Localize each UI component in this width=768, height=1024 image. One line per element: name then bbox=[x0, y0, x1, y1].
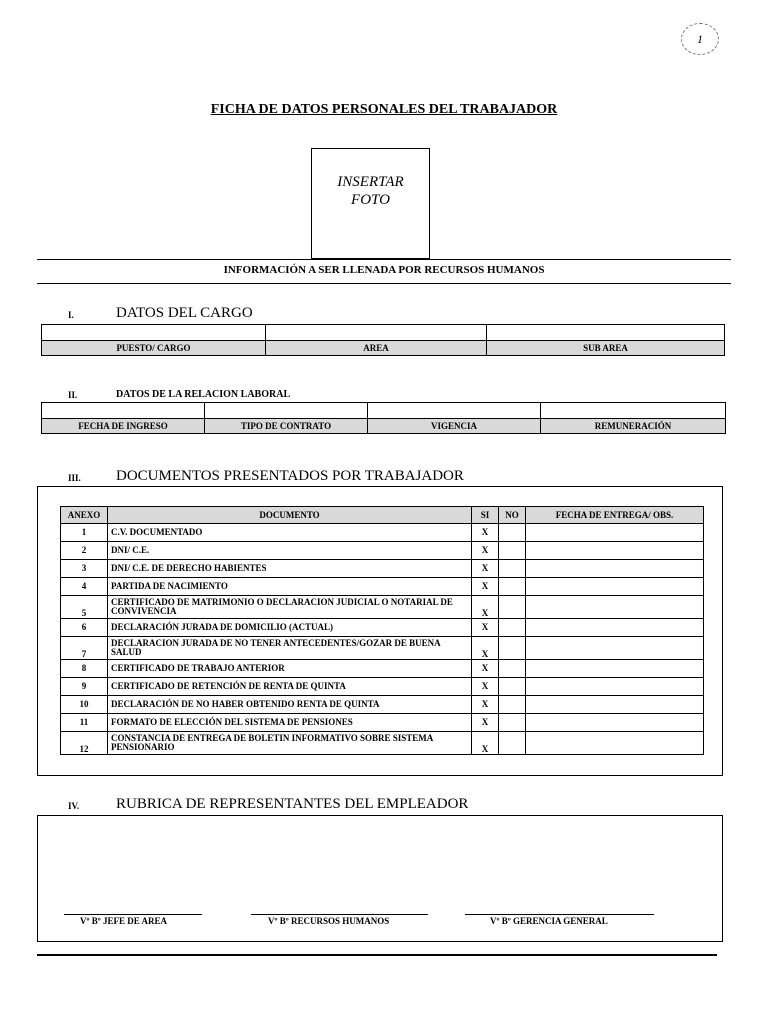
fecha-ingreso-input[interactable] bbox=[42, 403, 205, 419]
row-fecha-entrega[interactable] bbox=[526, 524, 704, 542]
row-document: CONSTANCIA DE ENTREGA DE BOLETIN INFORMATIVO SOBRE SISTEMA PENSIONARIO bbox=[108, 732, 472, 755]
document-row bbox=[61, 678, 704, 696]
row-si-checkbox[interactable]: X bbox=[472, 660, 499, 678]
document-row bbox=[61, 732, 704, 755]
section4-title: RUBRICA DE REPRESENTANTES DEL EMPLEADOR bbox=[116, 796, 469, 812]
col-fecha-entrega: FECHA DE ENTREGA/ OBS. bbox=[526, 507, 704, 524]
row-no-checkbox[interactable] bbox=[499, 660, 526, 678]
row-document: DECLARACIÓN JURADA DE DOMICILIO (ACTUAL) bbox=[108, 619, 472, 637]
divider-top bbox=[37, 259, 731, 260]
row-si-checkbox[interactable]: X bbox=[472, 524, 499, 542]
divider-bottom bbox=[37, 283, 731, 284]
row-si-checkbox[interactable]: X bbox=[472, 578, 499, 596]
row-no-checkbox[interactable] bbox=[499, 596, 526, 619]
row-document: C.V. DOCUMENTADO bbox=[108, 524, 472, 542]
row-anexo: 4 bbox=[61, 578, 108, 596]
document-row bbox=[61, 660, 704, 678]
signature-line-rrhh[interactable] bbox=[251, 914, 428, 915]
row-no-checkbox[interactable] bbox=[499, 542, 526, 560]
row-si-checkbox[interactable]: X bbox=[472, 637, 499, 660]
row-no-checkbox[interactable] bbox=[499, 619, 526, 637]
document-row bbox=[61, 578, 704, 596]
row-document: CERTIFICADO DE TRABAJO ANTERIOR bbox=[108, 660, 472, 678]
row-fecha-entrega[interactable] bbox=[526, 678, 704, 696]
signature-label-gerencia: Vº Bº GERENCIA GENERAL bbox=[490, 916, 608, 926]
document-row bbox=[61, 696, 704, 714]
labor-relation-table bbox=[41, 402, 726, 434]
row-no-checkbox[interactable] bbox=[499, 732, 526, 755]
row-no-checkbox[interactable] bbox=[499, 578, 526, 596]
row-anexo: 2 bbox=[61, 542, 108, 560]
document-row bbox=[61, 637, 704, 660]
row-fecha-entrega[interactable] bbox=[526, 578, 704, 596]
col-fecha-ingreso: FECHA DE INGRESO bbox=[42, 419, 205, 434]
document-row bbox=[61, 524, 704, 542]
row-anexo: 5 bbox=[61, 596, 108, 619]
col-sub-area: SUB AREA bbox=[487, 341, 725, 356]
vigencia-input[interactable] bbox=[368, 403, 541, 419]
signature-label-jefe-area: Vº Bº JEFE DE AREA bbox=[80, 916, 167, 926]
row-document: DNI/ C.E. bbox=[108, 542, 472, 560]
section3-roman: III. bbox=[68, 473, 81, 483]
row-anexo: 12 bbox=[61, 732, 108, 755]
row-fecha-entrega[interactable] bbox=[526, 596, 704, 619]
signature-label-rrhh: Vº Bº RECURSOS HUMANOS bbox=[268, 916, 390, 926]
row-no-checkbox[interactable] bbox=[499, 696, 526, 714]
row-si-checkbox[interactable]: X bbox=[472, 542, 499, 560]
row-no-checkbox[interactable] bbox=[499, 678, 526, 696]
row-no-checkbox[interactable] bbox=[499, 637, 526, 660]
row-fecha-entrega[interactable] bbox=[526, 560, 704, 578]
row-si-checkbox[interactable]: X bbox=[472, 596, 499, 619]
sub-area-input[interactable] bbox=[487, 325, 725, 341]
row-fecha-entrega[interactable] bbox=[526, 696, 704, 714]
row-si-checkbox[interactable]: X bbox=[472, 732, 499, 755]
section2-roman: II. bbox=[68, 390, 78, 400]
row-fecha-entrega[interactable] bbox=[526, 637, 704, 660]
row-si-checkbox[interactable]: X bbox=[472, 714, 499, 732]
section2-title: DATOS DE LA RELACION LABORAL bbox=[116, 389, 291, 400]
row-si-checkbox[interactable]: X bbox=[472, 560, 499, 578]
document-row bbox=[61, 560, 704, 578]
page-title: FICHA DE DATOS PERSONALES DEL TRABAJADOR bbox=[210, 102, 558, 117]
col-remuneracion: REMUNERACIÓN bbox=[541, 419, 726, 434]
row-anexo: 8 bbox=[61, 660, 108, 678]
area-input[interactable] bbox=[266, 325, 487, 341]
row-anexo: 7 bbox=[61, 637, 108, 660]
puesto-input[interactable] bbox=[42, 325, 266, 341]
row-document: PARTIDA DE NACIMIENTO bbox=[108, 578, 472, 596]
row-document: DNI/ C.E. DE DERECHO HABIENTES bbox=[108, 560, 472, 578]
row-si-checkbox[interactable]: X bbox=[472, 619, 499, 637]
row-anexo: 1 bbox=[61, 524, 108, 542]
row-document: DECLARACIÓN DE NO HABER OBTENIDO RENTA DE QUINTA bbox=[108, 696, 472, 714]
document-row bbox=[61, 714, 704, 732]
document-row bbox=[61, 596, 704, 619]
document-row bbox=[61, 619, 704, 637]
row-anexo: 6 bbox=[61, 619, 108, 637]
remuneracion-input[interactable] bbox=[541, 403, 726, 419]
signature-line-gerencia[interactable] bbox=[465, 914, 654, 915]
row-anexo: 11 bbox=[61, 714, 108, 732]
section4-roman: IV. bbox=[68, 801, 80, 811]
footer-divider bbox=[37, 954, 717, 956]
row-document: FORMATO DE ELECCIÓN DEL SISTEMA DE PENSIONES bbox=[108, 714, 472, 732]
row-fecha-entrega[interactable] bbox=[526, 619, 704, 637]
row-document: CERTIFICADO DE MATRIMONIO O DECLARACION JUDICIAL O NOTARIAL DE CONVIVENCIA bbox=[108, 596, 472, 619]
row-no-checkbox[interactable] bbox=[499, 714, 526, 732]
row-si-checkbox[interactable]: X bbox=[472, 678, 499, 696]
row-no-checkbox[interactable] bbox=[499, 560, 526, 578]
col-vigencia: VIGENCIA bbox=[368, 419, 541, 434]
col-anexo: ANEXO bbox=[61, 507, 108, 524]
row-anexo: 3 bbox=[61, 560, 108, 578]
col-tipo-contrato: TIPO DE CONTRATO bbox=[205, 419, 368, 434]
tipo-contrato-input[interactable] bbox=[205, 403, 368, 419]
section1-title: DATOS DEL CARGO bbox=[116, 305, 253, 321]
row-fecha-entrega[interactable] bbox=[526, 732, 704, 755]
signature-line-jefe-area[interactable] bbox=[64, 914, 202, 915]
row-fecha-entrega[interactable] bbox=[526, 660, 704, 678]
col-si: SI bbox=[472, 507, 499, 524]
photo-placeholder[interactable] bbox=[311, 148, 430, 259]
job-data-table bbox=[41, 324, 725, 356]
page-number: 1 bbox=[681, 23, 719, 55]
col-puesto: PUESTO/ CARGO bbox=[42, 341, 266, 356]
photo-label-line1: INSERTAR bbox=[337, 174, 404, 190]
section1-roman: I. bbox=[68, 310, 74, 320]
hr-info-banner: INFORMACIÓN A SER LLENADA POR RECURSOS HUMANOS bbox=[223, 264, 545, 276]
row-anexo: 9 bbox=[61, 678, 108, 696]
row-no-checkbox[interactable] bbox=[499, 524, 526, 542]
row-fecha-entrega[interactable] bbox=[526, 714, 704, 732]
section3-title: DOCUMENTOS PRESENTADOS POR TRABAJADOR bbox=[116, 468, 464, 484]
photo-label-line2: FOTO bbox=[351, 192, 390, 208]
document-row bbox=[61, 542, 704, 560]
col-documento: DOCUMENTO bbox=[108, 507, 472, 524]
row-document: DECLARACION JURADA DE NO TENER ANTECEDENTES/GOZAR DE BUENA SALUD bbox=[108, 637, 472, 660]
documents-rows bbox=[61, 524, 704, 755]
row-anexo: 10 bbox=[61, 696, 108, 714]
col-no: NO bbox=[499, 507, 526, 524]
documents-table bbox=[60, 506, 704, 755]
row-si-checkbox[interactable]: X bbox=[472, 696, 499, 714]
row-fecha-entrega[interactable] bbox=[526, 542, 704, 560]
row-document: CERTIFICADO DE RETENCIÓN DE RENTA DE QUINTA bbox=[108, 678, 472, 696]
col-area: AREA bbox=[266, 341, 487, 356]
